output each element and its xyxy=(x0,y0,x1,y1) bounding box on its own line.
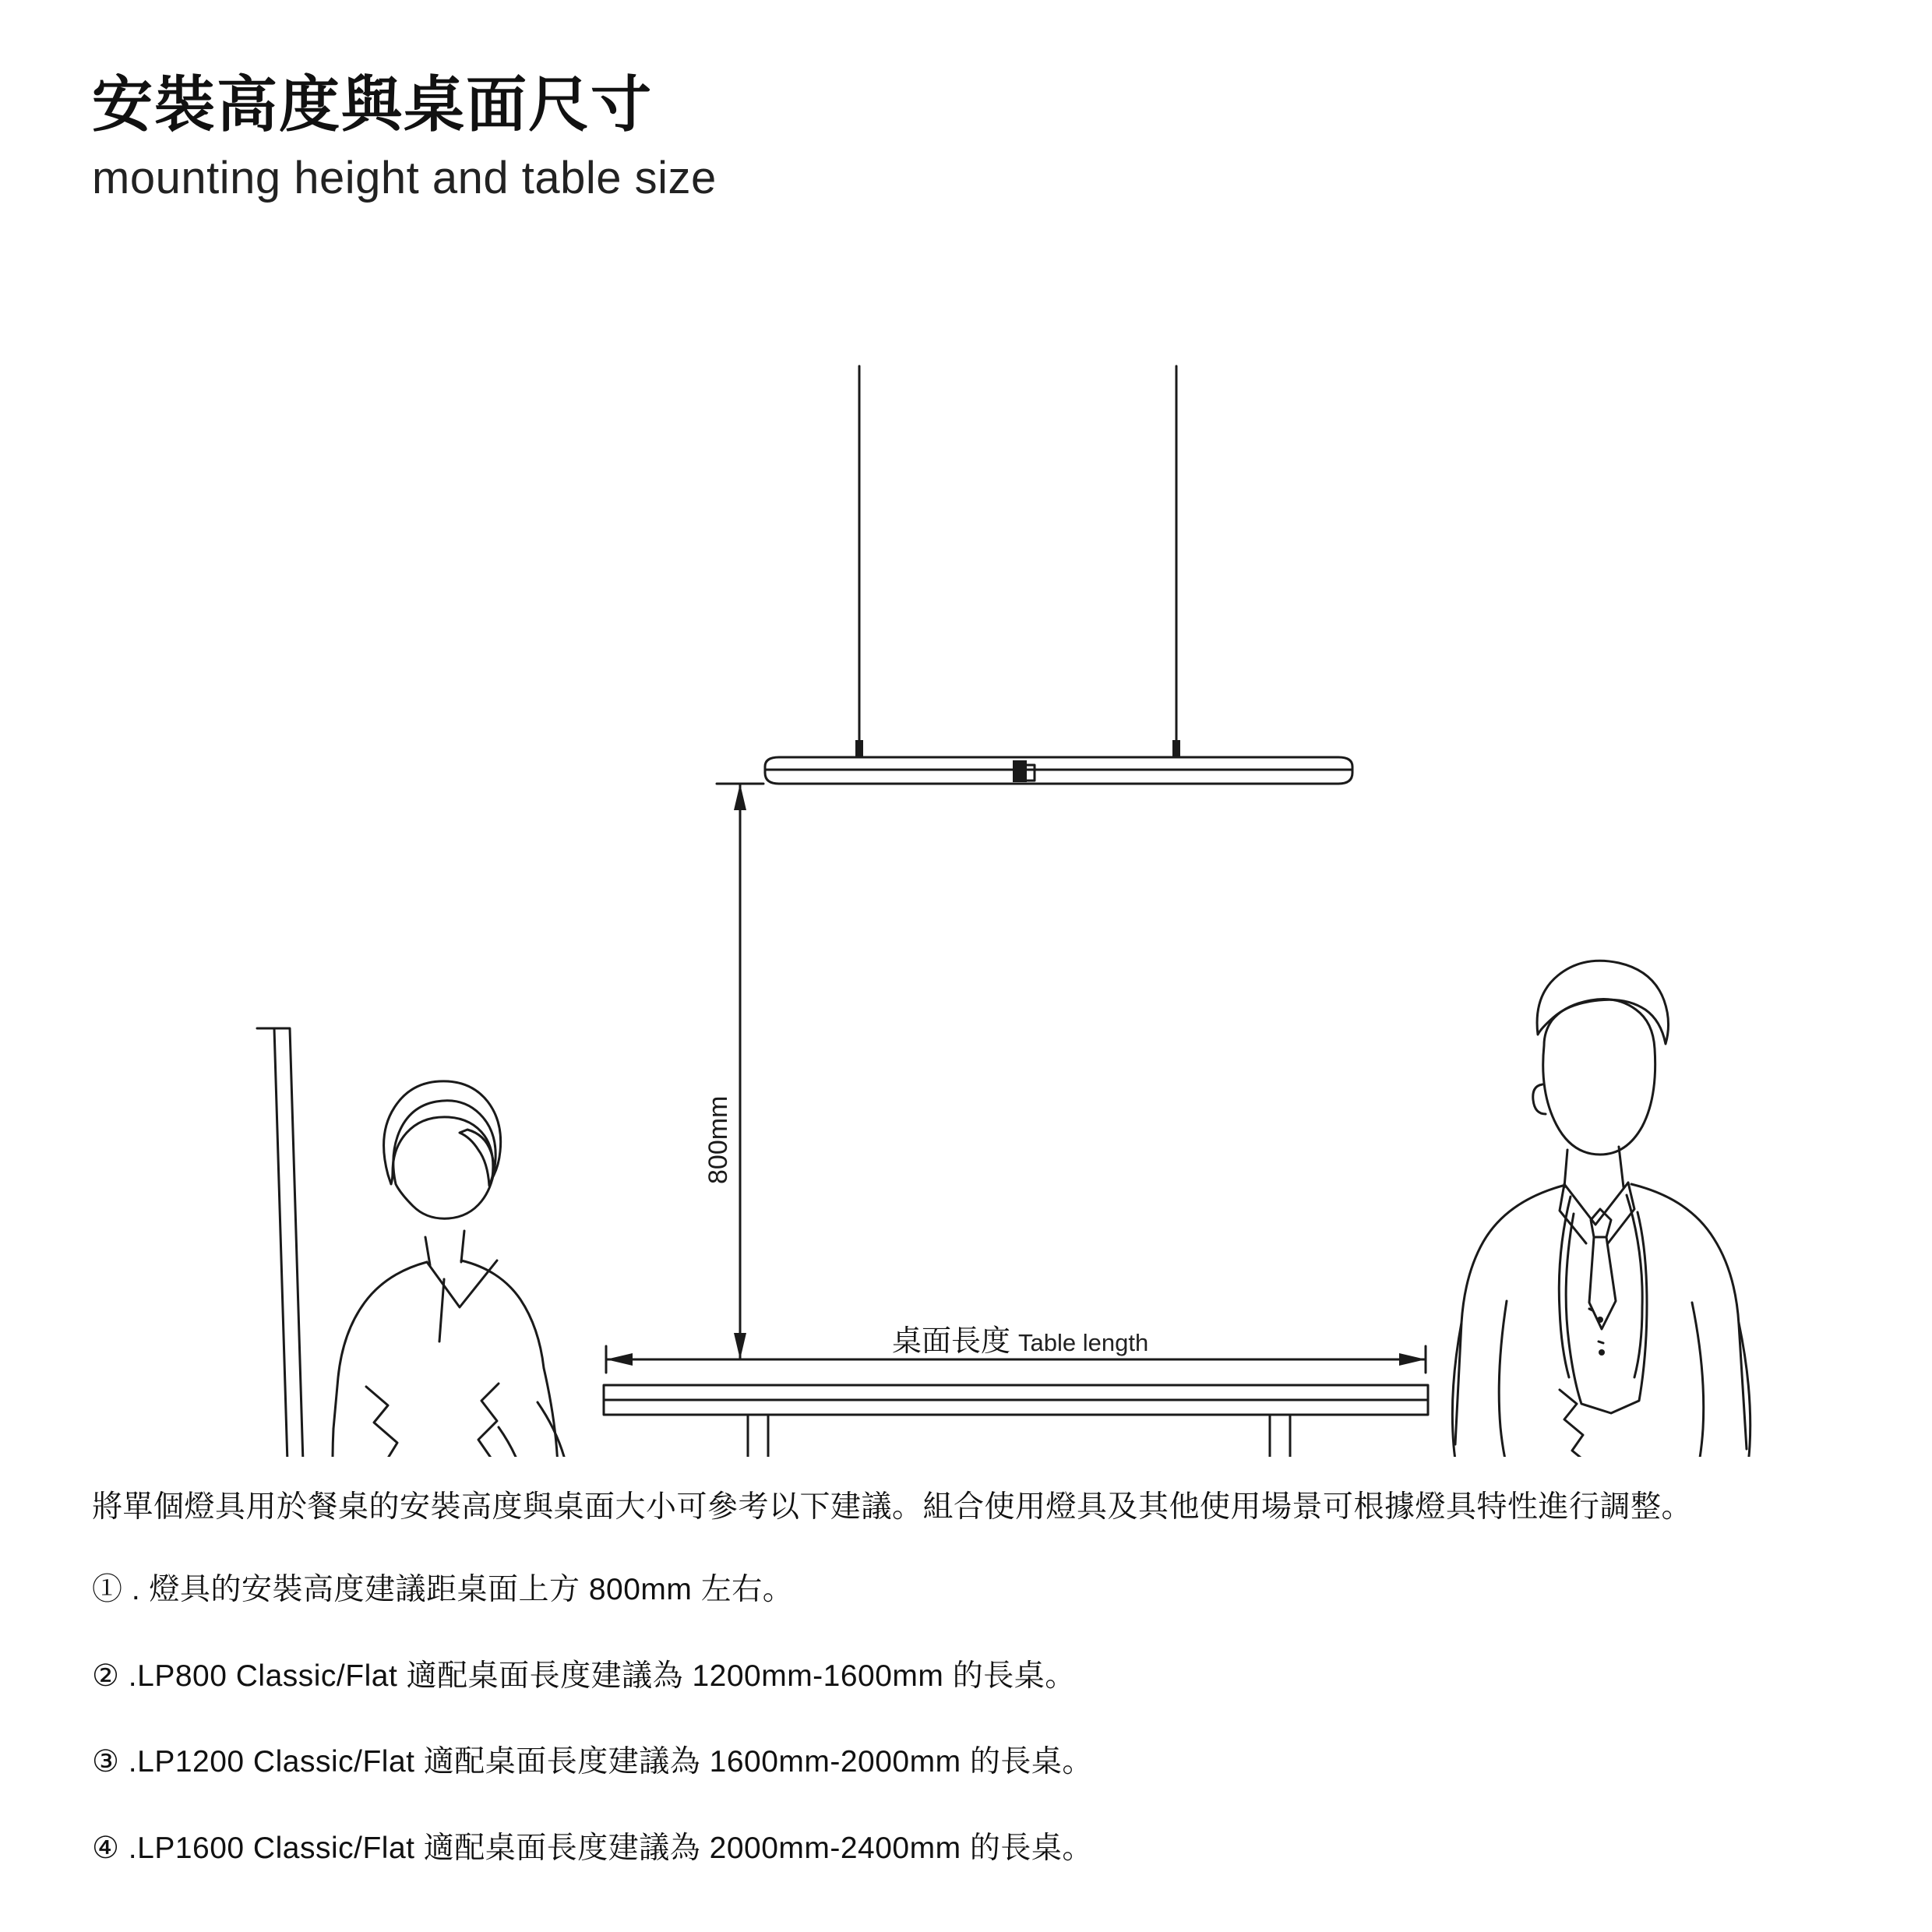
note-item-4: ④ .LP1600 Classic/Flat 適配桌面長度建議為 2000mm-2400mm 的長桌。 xyxy=(92,1831,1093,1865)
diagram-svg xyxy=(0,296,1932,1457)
pendant-luminaire xyxy=(765,757,1352,784)
dining-table xyxy=(604,1385,1428,1457)
suspension-cables xyxy=(855,366,1180,757)
page-title: 安裝高度與桌面尺寸 xyxy=(92,70,654,139)
table-length-label-cn: 桌面長度 xyxy=(892,1325,1011,1358)
table-length-label xyxy=(892,1317,1148,1359)
table-length-label-en: Table length xyxy=(1018,1329,1149,1356)
page-header xyxy=(92,70,1806,205)
notes-lead: 將單個燈具用於餐桌的安裝高度與桌面大小可參考以下建議。組合使用燈具及其他使用場景可根據燈具特性進行調整。 xyxy=(92,1490,1693,1524)
page-subtitle: mounting height and table size xyxy=(92,152,717,203)
standing-person xyxy=(1452,961,1750,1457)
seated-person xyxy=(325,1081,620,1457)
height-dimension-label: 800mm xyxy=(703,1095,733,1184)
mounting-diagram xyxy=(0,296,1932,1457)
note-item-3: ③ .LP1200 Classic/Flat 適配桌面長度建議為 1600mm-2000mm 的長桌。 xyxy=(92,1745,1093,1779)
note-item-1: ① . 燈具的安裝高度建議距桌面上方 800mm 左右。 xyxy=(92,1573,794,1607)
note-item-2: ② .LP800 Classic/Flat 適配桌面長度建議為 1200mm-1600mm 的長桌。 xyxy=(92,1659,1076,1693)
notes-section xyxy=(92,1484,1860,1911)
height-dimension-line xyxy=(717,784,763,1359)
